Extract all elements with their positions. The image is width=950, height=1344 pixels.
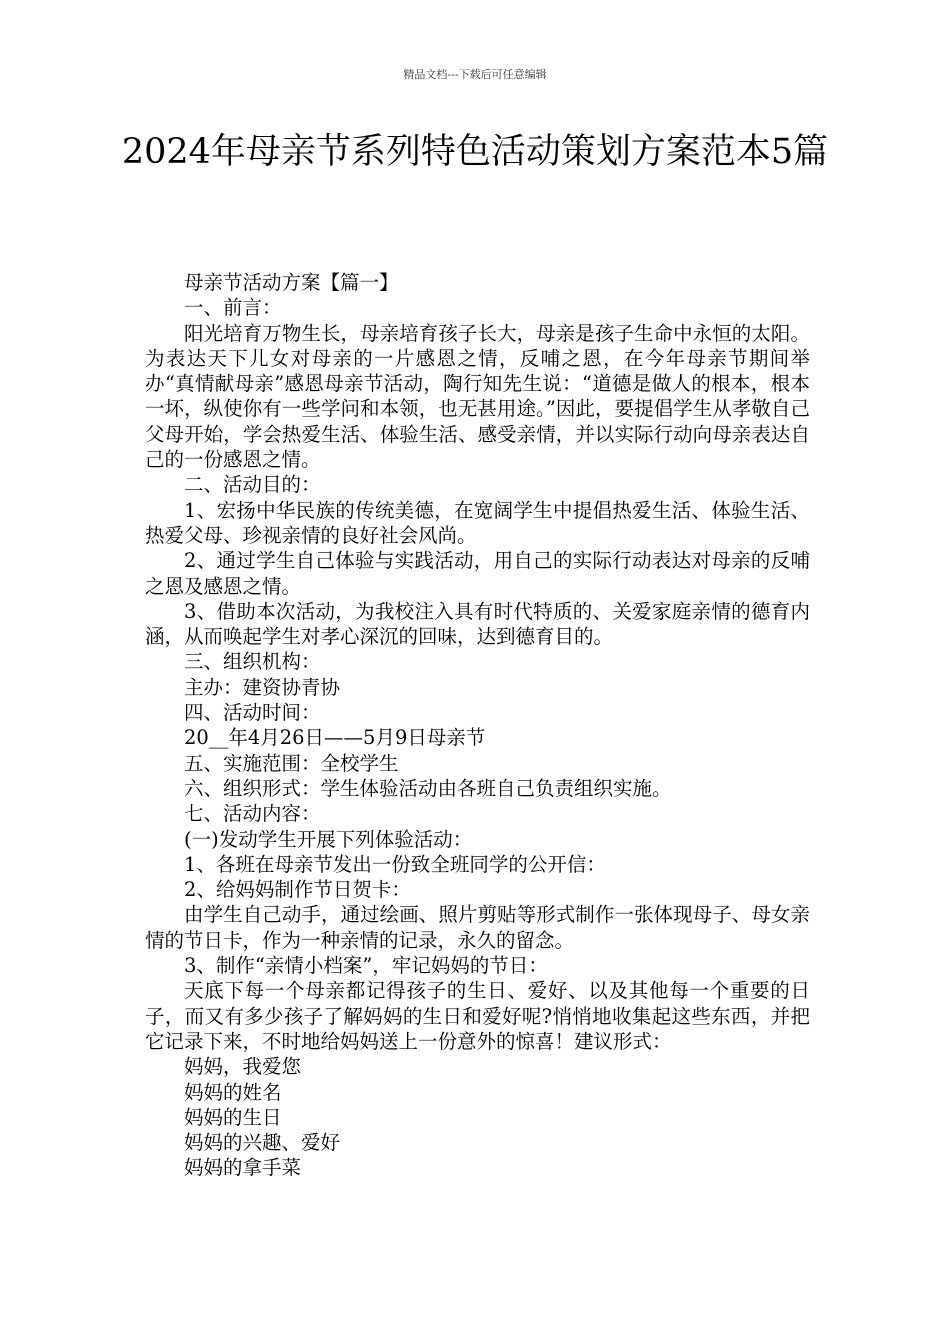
body-paragraph: 天底下每一个母亲都记得孩子的生日、爱好、以及其他每一个重要的日子，而又有多少孩子了解妈妈的生日和爱好呢?悄悄地收集起这些东西，并把它记录下来，不时地给妈妈送上一份意外的惊喜！建议形式： [145,979,810,1053]
section-heading: 五、实施范围：全校学生 [184,751,399,775]
body-line: 妈妈的生日 [184,1105,282,1129]
list-item: 3、制作“亲情小档案”，牢记妈妈的节日： [184,954,548,978]
body-paragraph: 阳光培育万物生长，母亲培育孩子长大，母亲是孩子生命中永恒的太阳。为表达天下儿女对母亲的一片感恩之情，反哺之恩，在今年母亲节期间举办“真情献母亲”感恩母亲节活动，陶行知先生说：“道德是做人的根本，根本一坏，纵使你有一些学问和本领，也无甚用途。”因此，要提倡学生从孝敬自己父母开始，学会热爱生活、体验生活、感受亲情，并以实际行动向母亲表达自己的一份感恩之情。 [145,321,810,472]
list-item: 1、宏扬中华民族的传统美德，在宽阔学生中提倡热爱生活、体验生活、热爱父母、珍视亲情的良好社会风尚。 [145,498,810,547]
document-title: 2024年母亲节系列特色活动策划方案范本5篇 [121,132,829,172]
body-line: 20__年4月26日——5月9日母亲节 [184,726,486,750]
list-item: 3、借助本次活动，为我校注入具有时代特质的、关爱家庭亲情的德育内涵，从而唤起学生对孝心深沉的回味，达到德育目的。 [145,599,810,649]
list-item: 2、通过学生自己体验与实践活动，用自己的实际行动表达对母亲的反哺之恩及感恩之情。 [145,549,810,598]
body-line: 主办：建资协青协 [184,675,341,699]
section-heading: 七、活动内容： [184,802,321,826]
body-line: 妈妈，我爱您 [184,1055,302,1079]
section-heading: 二、活动目的： [184,473,321,497]
section-heading: 一、前言： [184,296,282,320]
list-item: 2、给妈妈制作节日贺卡： [184,878,411,902]
section-heading: 四、活动时间： [184,701,321,725]
document-body [145,270,810,1181]
subsection-heading: (一)发动学生开展下列体验活动： [184,827,473,851]
section-heading: 三、组织机构： [184,650,321,674]
section-heading: 六、组织形式：学生体验活动由各班自己负责组织实施。 [184,776,672,800]
body-line: 妈妈的姓名 [184,1080,282,1104]
section-heading: 母亲节活动方案【篇一】 [184,271,399,294]
body-line: 妈妈的兴趣、爱好 [184,1131,341,1155]
body-paragraph: 由学生自己动手，通过绘画、照片剪贴等形式制作一张体现母子、母女亲情的节日卡，作为一种亲情的记录，永久的留念。 [145,903,810,952]
header-note: 精品文档---下载后可任意编辑 [403,68,547,81]
body-line: 妈妈的拿手菜 [184,1156,302,1180]
list-item: 1、各班在母亲节发出一份致全班同学的公开信： [184,852,606,876]
